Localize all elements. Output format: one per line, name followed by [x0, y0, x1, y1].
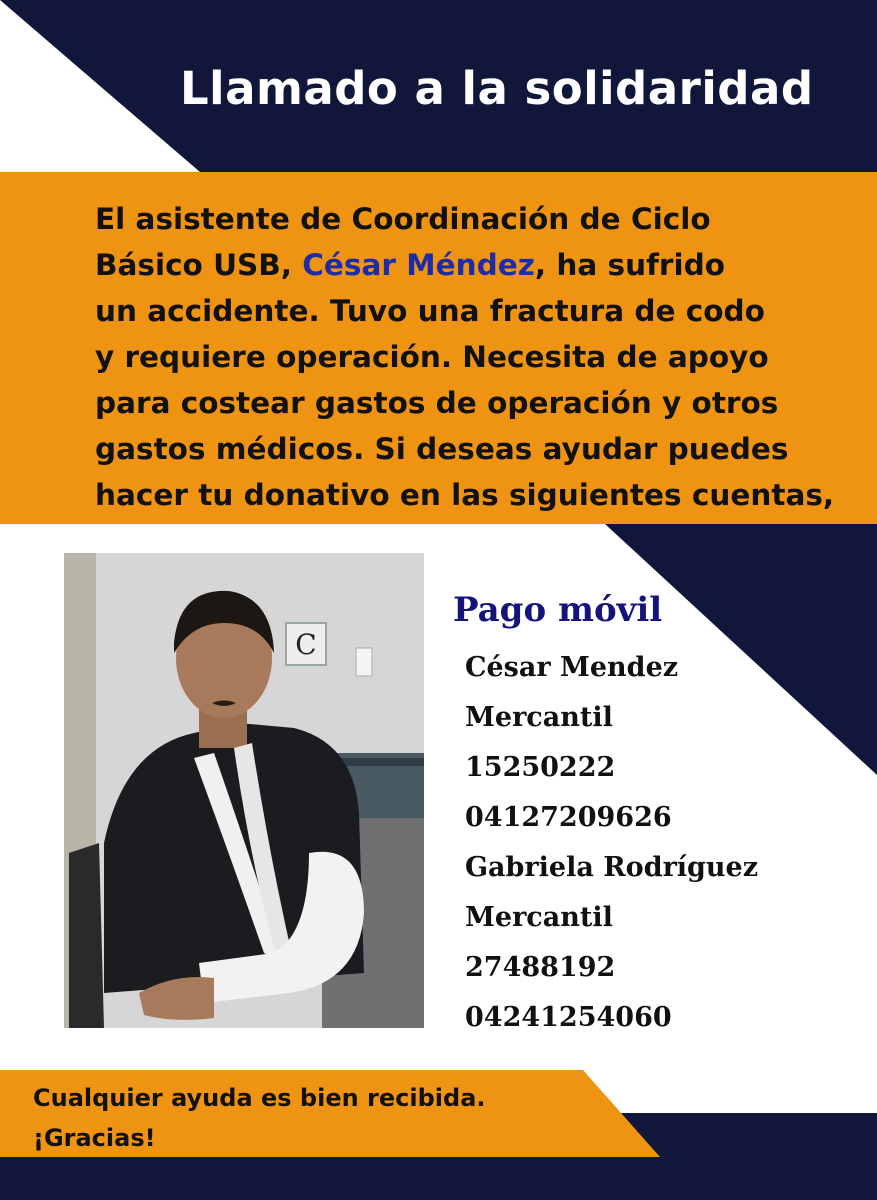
message-line-5: para costear gastos de operación y otros	[95, 386, 779, 420]
account-bank: Mercantil	[465, 702, 613, 733]
account-holder-name: César Mendez	[465, 652, 679, 683]
message-line-7: hacer tu donativo en las siguientes cuentas,	[95, 478, 835, 512]
wall-sign-letter: C	[295, 628, 317, 661]
message-line-2b: , ha sufrido	[534, 248, 725, 282]
closing-line-2: ¡Gracias!	[33, 1124, 156, 1152]
page-title: Llamado a la solidaridad	[180, 62, 814, 115]
closing-line-1: Cualquier ayuda es bien recibida.	[33, 1084, 486, 1112]
payment-heading: Pago móvil	[453, 590, 663, 630]
message-line-3: un accidente. Tuvo una fractura de codo	[95, 294, 765, 328]
appeal-message	[95, 196, 865, 518]
account-holder-name: Gabriela Rodríguez	[465, 852, 759, 883]
account-id-number: 27488192	[465, 952, 616, 983]
message-line-2a: Básico USB,	[95, 248, 292, 282]
highlighted-name: César Méndez	[302, 248, 535, 282]
message-line-6: gastos médicos. Si deseas ayudar puedes	[95, 432, 789, 466]
account-card	[465, 643, 678, 843]
message-line-1: El asistente de Coordinación de Ciclo	[95, 202, 711, 236]
account-phone: 04127209626	[465, 802, 672, 833]
light-switch	[356, 648, 372, 676]
account-card	[465, 843, 758, 1043]
account-phone: 04241254060	[465, 1002, 672, 1033]
closing-message	[33, 1078, 486, 1158]
account-id-number: 15250222	[465, 752, 616, 783]
person-photo	[64, 553, 424, 1028]
account-bank: Mercantil	[465, 902, 613, 933]
message-line-4: y requiere operación. Necesita de apoyo	[95, 340, 769, 374]
